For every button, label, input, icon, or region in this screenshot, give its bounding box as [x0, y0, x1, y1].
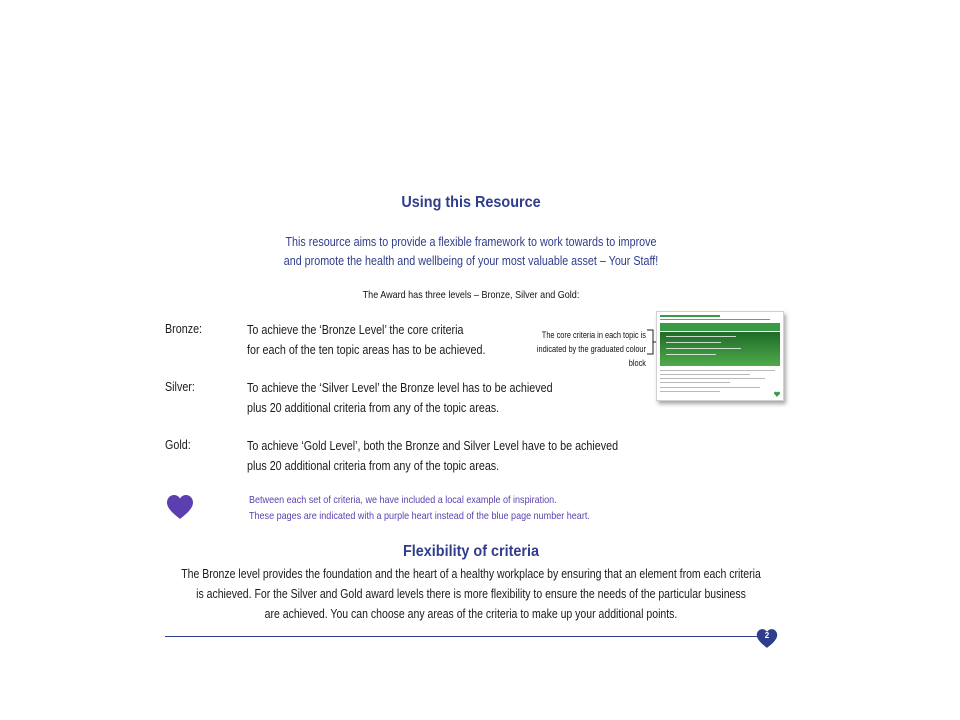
heart-note [249, 492, 590, 524]
heart-note-line-2: These pages are indicated with a purple heart instead of the blue page number heart. [249, 510, 590, 522]
level-text-line: for each of the ten topic areas has to be achieved. [247, 343, 486, 357]
thumb-line [660, 382, 730, 383]
thumb-green-bar [660, 323, 780, 331]
thumb-line [660, 391, 720, 392]
thumb-line [666, 336, 736, 337]
level-label-gold: Gold: [165, 438, 191, 452]
purple-heart-icon [166, 494, 194, 520]
flexibility-text [75, 564, 866, 624]
callout-line-1: The core criteria in each topic is [541, 330, 646, 340]
level-text-line: plus 20 additional criteria from any of the topic areas. [247, 459, 500, 473]
thumb-heart-icon [774, 391, 780, 397]
thumb-line [660, 374, 750, 375]
level-label-silver: Silver: [165, 380, 195, 394]
intro-line-2: and promote the health and wellbeing of your most valuable asset – Your Staff! [283, 254, 659, 268]
intro-text [66, 233, 876, 271]
flexibility-line-1: The Bronze level provides the foundation and the heart of a healthy workplace by ensuring that an element from each criteria [181, 567, 761, 581]
callout-line-2: indicated by the graduated colour block [536, 344, 646, 368]
thumb-header [660, 315, 720, 317]
criteria-page-thumbnail [656, 311, 784, 401]
thumb-line [660, 370, 775, 371]
level-text-line: plus 20 additional criteria from any of the topic areas. [247, 401, 500, 415]
page-title: Using this Resource [401, 194, 541, 211]
level-text-silver [247, 378, 553, 418]
flexibility-line-3: are achieved. You can choose any areas of the criteria to make up your additional points. [264, 607, 678, 621]
thumb-line [666, 342, 721, 343]
flexibility-title: Flexibility of criteria [402, 543, 540, 560]
level-label-bronze: Bronze: [165, 322, 203, 336]
core-criteria-callout [526, 328, 646, 370]
levels-note: The Award has three levels – Bronze, Silver and Gold: [362, 289, 580, 301]
thumb-line [660, 387, 760, 388]
level-text-line: To achieve the ‘Silver Level’ the Bronze level has to be achieved [247, 381, 553, 395]
level-text-line: To achieve the ‘Bronze Level’ the core criteria [247, 323, 464, 337]
thumb-line [666, 348, 741, 349]
flexibility-line-2: is achieved. For the Silver and Gold award levels there is more flexibility to ensure the needs of the particular business [196, 587, 746, 601]
level-text-line: To achieve ‘Gold Level’, both the Bronze and Silver Level have to be achieved [247, 439, 619, 453]
heart-note-line-1: Between each set of criteria, we have included a local example of inspiration. [249, 494, 557, 506]
level-text-bronze [247, 320, 485, 360]
page-number: 2 [764, 631, 770, 640]
thumb-subheader [660, 319, 770, 320]
thumb-line [666, 354, 716, 355]
level-text-gold [247, 436, 618, 476]
thumb-graduated-block [660, 332, 780, 366]
footer-rule [165, 636, 763, 637]
thumb-line [660, 378, 765, 379]
intro-line-1: This resource aims to provide a flexible framework to work towards to improve [285, 235, 657, 249]
